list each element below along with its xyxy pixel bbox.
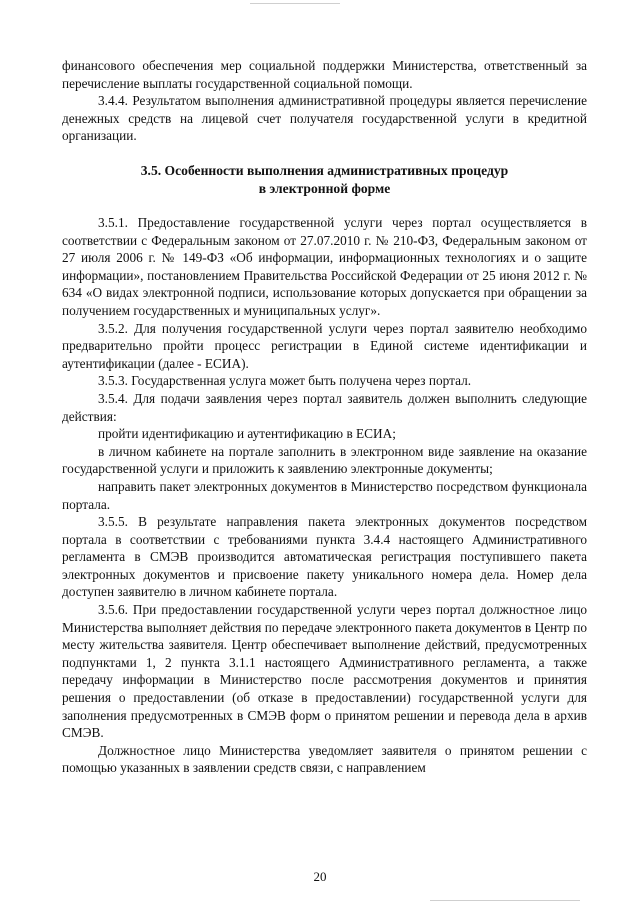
paragraph-3-5-2: 3.5.2. Для получения государственной услуги через портал заявителю необходимо предварительно пройти процесс регистрации в Единой системе идентификации и аутентификации (далее - ЕСИА). (62, 320, 587, 371)
paragraph-3-5-4: 3.5.4. Для подачи заявления через портал заявитель должен выполнить следующие действия: (62, 390, 587, 424)
body-text-block (62, 214, 587, 777)
action-item-fill-application: в личном кабинете на портале заполнить в электронном виде заявление на оказание государственной услуги и приложить к заявлению электронные документы; (62, 443, 587, 477)
action-item-esia: пройти идентификацию и аутентификацию в ЕСИА; (98, 426, 396, 442)
scan-artifact-bottom (430, 900, 580, 901)
top-text-block (62, 57, 587, 145)
paragraph-3-5-6: 3.5.6. При предоставлении государственной услуги через портал должностное лицо Министерства выполняет действия по передаче электронного пакета документов в Центр по месту жительства заявителя. Центр обеспечивает выполнение действий, предусмотренных подпунктами 1, 2 пункта 3.1.1 настоящего Административного регламента, а также передачу информации в Министерство после рассмотрения документов и принятия решения о предоставлении (об отказе в предоставлении) государственной услуги для заполнения предусмотренных в СМЭВ форм о принятом решении и перевода дела в архив СМЭВ. (62, 602, 587, 741)
paragraph-3-5-1: 3.5.1. Предоставление государственной услуги через портал осуществляется в соответствии с Федеральным законом от 27.07.2010 г. № 210-ФЗ, Федеральным законом от 27 июля 2006 г. № 149-ФЗ «Об информации, информационных технологиях и о защите информации», постановлением Правительства Российской Федерации от 25 июня 2012 г. № 634 «О видах электронной подписи, использование которых допускается при обращении за получением государственных и муниципальных услуг». (62, 215, 587, 318)
page-number: 20 (313, 869, 327, 884)
paragraph-3-4-4: 3.4.4. Результатом выполнения административной процедуры является перечисление денежных средств на лицевой счет получателя государственной услуги в кредитной организации. (62, 93, 587, 144)
scan-artifact-top (250, 3, 340, 4)
section-heading-line-1: 3.5. Особенности выполнения административных процедур (140, 163, 509, 178)
paragraph-notification: Должностное лицо Министерства уведомляет заявителя о принятом решении с помощью указанных в заявлении средств связи, с направлением (62, 742, 587, 776)
paragraph-continuation: финансового обеспечения мер социальной поддержки Министерства, ответственный за перечисление выплаты государственной социальной помощи. (62, 58, 587, 91)
section-heading-line-2: в электронной форме (258, 180, 391, 196)
action-item-send-package: направить пакет электронных документов в Министерство посредством функционала портала. (62, 478, 587, 512)
paragraph-3-5-5: 3.5.5. В результате направления пакета электронных документов посредством портала в соответствии с требованиями пункта 3.4.4 настоящего Административного регламента в СМЭВ производится автоматическая регистрация поступившего пакета электронных документов и присвоение пакету уникального номера дела. Номер дела доступен заявителю в личном кабинете портала. (62, 514, 587, 600)
paragraph-3-5-3: 3.5.3. Государственная услуга может быть получена через портал. (98, 373, 472, 389)
section-heading (62, 162, 587, 197)
